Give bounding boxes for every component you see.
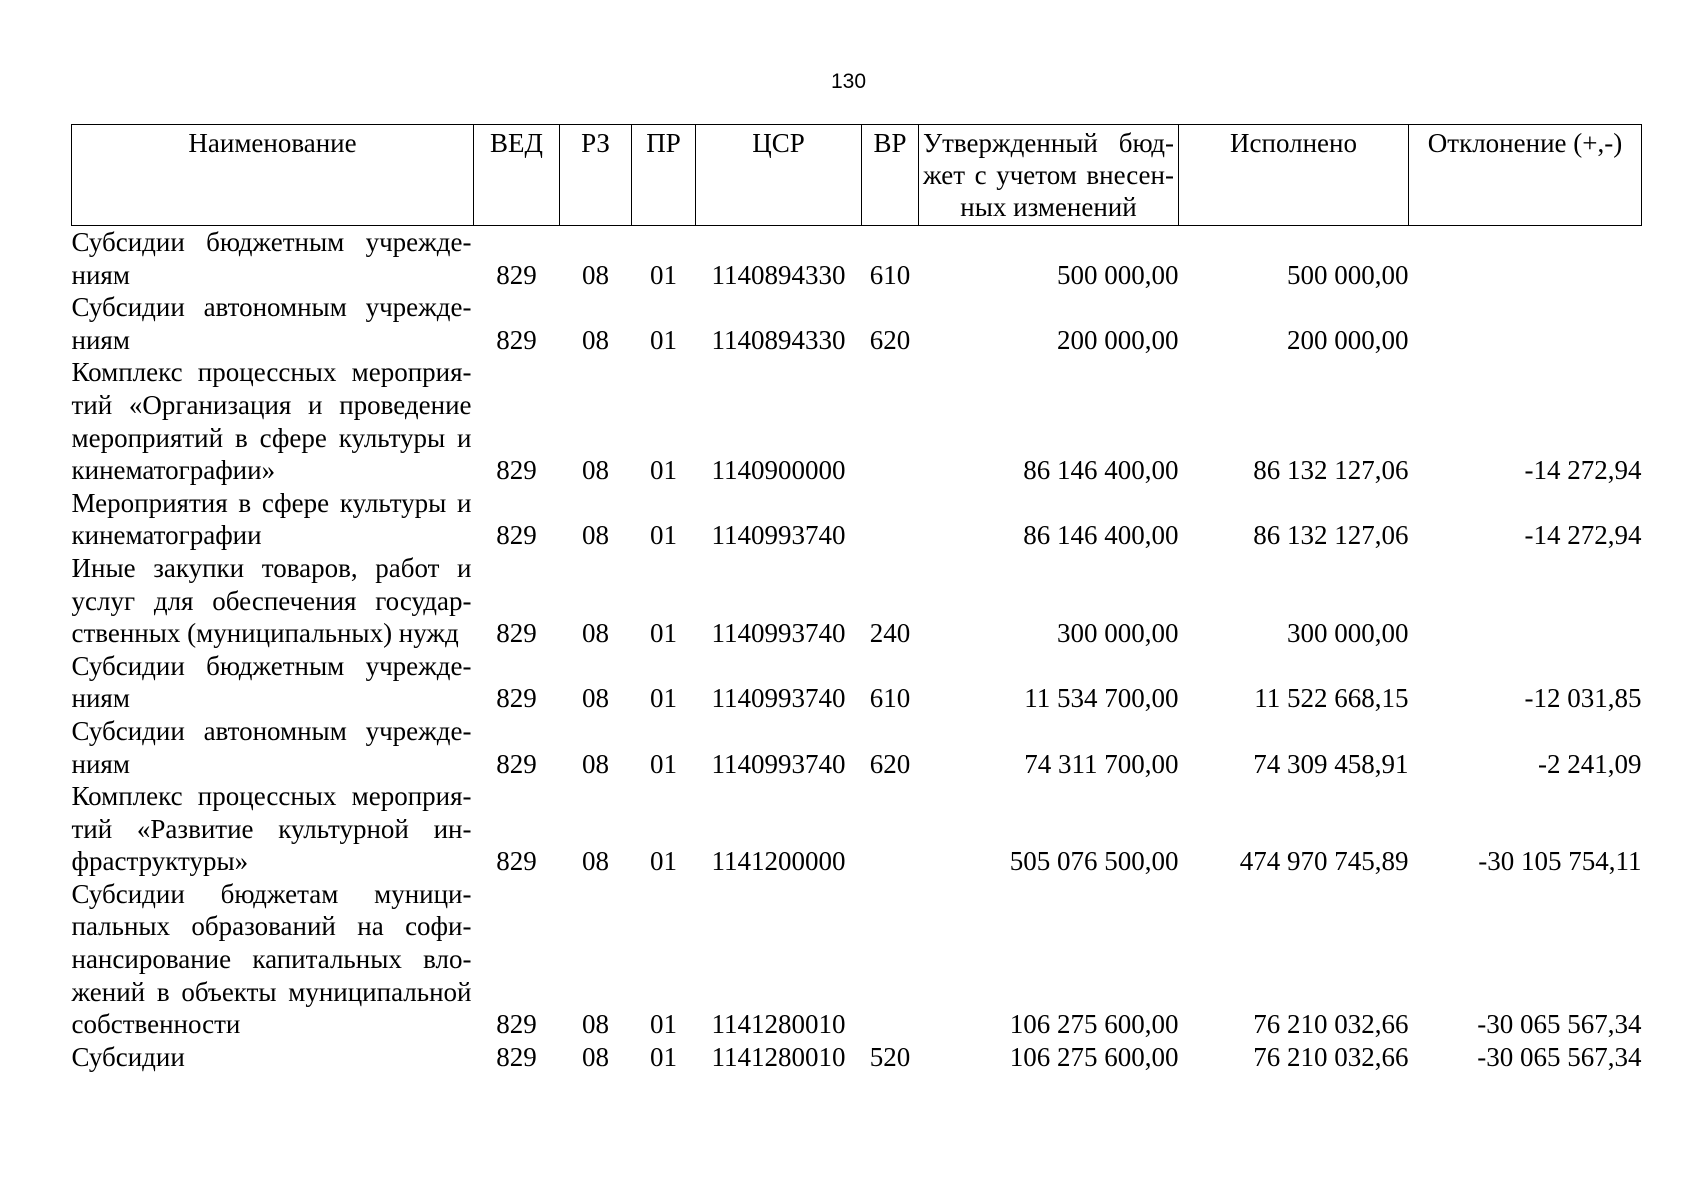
- row-deviation: -14 272,94: [1524, 520, 1642, 551]
- header-name: Наименование: [72, 125, 474, 226]
- row-approved: 74 311 700,00: [1024, 748, 1179, 779]
- row-deviation: -12 031,85: [1524, 683, 1642, 714]
- row-rz: 08: [582, 683, 609, 714]
- row-approved: 86 146 400,00: [1023, 520, 1179, 551]
- table-row: [72, 356, 1642, 486]
- row-ved: 829: [496, 520, 537, 551]
- row-rz: 08: [582, 455, 609, 486]
- row-ved: 829: [496, 618, 537, 649]
- row-deviation: -30 065 567,34: [1477, 1041, 1642, 1072]
- row-csr: 1141280010: [711, 1009, 846, 1040]
- row-pr: 01: [650, 1009, 677, 1040]
- row-name: Субсидии автономным учрежде-ниям: [71, 292, 472, 355]
- row-approved: 200 000,00: [1057, 324, 1179, 355]
- table-row: [72, 487, 1642, 552]
- row-vr: [862, 780, 919, 878]
- row-ved: 829: [496, 846, 537, 877]
- row-name: Комплекс процессных мероприя-тий «Развитие культурной ин-фраструктуры»: [71, 781, 472, 877]
- row-csr: 1141280010: [711, 1041, 846, 1072]
- header-executed: Исполнено: [1179, 125, 1409, 226]
- row-deviation: -2 241,09: [1538, 748, 1642, 779]
- row-csr: 1140993740: [711, 683, 846, 714]
- row-approved: 505 076 500,00: [1009, 846, 1179, 877]
- row-vr: [862, 878, 919, 1041]
- row-ved: 829: [496, 324, 537, 355]
- row-executed: 200 000,00: [1287, 324, 1409, 355]
- table-row: [72, 650, 1642, 715]
- row-name: Субсидии: [71, 1041, 185, 1072]
- row-csr: 1140993740: [711, 520, 846, 551]
- row-executed: 76 210 032,66: [1253, 1009, 1409, 1040]
- row-approved: 106 275 600,00: [1009, 1041, 1179, 1072]
- row-csr: 1140993740: [711, 618, 846, 649]
- row-executed: 86 132 127,06: [1253, 520, 1409, 551]
- row-name: Субсидии бюджетным учрежде-ниям: [71, 650, 472, 714]
- row-approved: 86 146 400,00: [1023, 455, 1179, 486]
- row-approved: 500 000,00: [1057, 259, 1179, 290]
- row-name: Субсидии бюджетным учрежде-ниям: [71, 227, 472, 290]
- row-rz: 08: [582, 1041, 609, 1072]
- row-pr: 01: [650, 846, 677, 877]
- header-ved: ВЕД: [474, 125, 560, 226]
- row-pr: 01: [650, 259, 677, 290]
- row-csr: 1140894330: [711, 324, 846, 355]
- row-deviation: [1409, 291, 1642, 356]
- row-name: Субсидии бюджетам муници-пальных образований на софи-нансирование капитальных вло-жений в объекты муниципальной собственности: [71, 878, 472, 1040]
- row-approved: 11 534 700,00: [1024, 683, 1179, 714]
- row-name: Иные закупки товаров, работ и услуг для обеспечения государ-ственных (муниципальных) нужд: [71, 552, 472, 649]
- row-vr: 610: [869, 683, 911, 714]
- row-ved: 829: [496, 455, 537, 486]
- row-deviation: -30 065 567,34: [1477, 1009, 1642, 1040]
- row-csr: 1140993740: [711, 748, 846, 779]
- row-vr: [862, 356, 919, 486]
- row-rz: 08: [582, 1009, 609, 1040]
- header-deviation: Отклонение (+,-): [1409, 125, 1642, 226]
- row-pr: 01: [650, 1041, 677, 1072]
- table-row: [72, 552, 1642, 650]
- row-pr: 01: [650, 618, 677, 649]
- row-executed: 86 132 127,06: [1253, 455, 1409, 486]
- row-csr: 1140900000: [711, 455, 846, 486]
- header-pr: ПР: [632, 125, 696, 226]
- row-pr: 01: [650, 455, 677, 486]
- table-row: [72, 291, 1642, 356]
- row-vr: 620: [869, 324, 911, 355]
- table-row: [72, 780, 1642, 878]
- table-row: [72, 226, 1642, 292]
- row-ved: 829: [496, 259, 537, 290]
- row-vr: 240: [869, 618, 911, 649]
- row-executed: 474 970 745,89: [1239, 846, 1409, 877]
- row-rz: 08: [582, 324, 609, 355]
- row-vr: 520: [869, 1041, 911, 1072]
- row-name: Мероприятия в сфере культуры и кинематографии: [71, 487, 472, 551]
- row-rz: 08: [582, 259, 609, 290]
- row-rz: 08: [582, 748, 609, 779]
- row-csr: 1141200000: [711, 846, 846, 877]
- row-ved: 829: [496, 1009, 537, 1040]
- header-vr: ВР: [862, 125, 919, 226]
- row-rz: 08: [582, 846, 609, 877]
- table-header-row: [72, 125, 1642, 226]
- row-deviation: -14 272,94: [1524, 455, 1642, 486]
- budget-execution-table: [71, 124, 1642, 1073]
- row-vr: 610: [869, 259, 911, 290]
- row-ved: 829: [496, 683, 537, 714]
- row-executed: 76 210 032,66: [1253, 1041, 1409, 1072]
- row-name: Субсидии автономным учрежде-ниям: [71, 715, 472, 779]
- row-deviation: [1409, 226, 1642, 292]
- table-row: [72, 878, 1642, 1041]
- header-csr: ЦСР: [696, 125, 862, 226]
- page-number: 130: [830, 70, 867, 93]
- header-rz: РЗ: [560, 125, 632, 226]
- row-name: Комплекс процессных мероприя-тий «Организация и проведение мероприятий в сфере культуры и кинематографии»: [71, 357, 472, 486]
- row-executed: 74 309 458,91: [1253, 748, 1409, 779]
- row-approved: 106 275 600,00: [1009, 1009, 1179, 1040]
- table-row: [72, 715, 1642, 780]
- row-pr: 01: [650, 748, 677, 779]
- row-pr: 01: [650, 683, 677, 714]
- row-csr: 1140894330: [711, 259, 846, 290]
- row-pr: 01: [650, 324, 677, 355]
- row-vr: 620: [869, 748, 911, 779]
- row-rz: 08: [582, 520, 609, 551]
- row-rz: 08: [582, 618, 609, 649]
- row-pr: 01: [650, 520, 677, 551]
- row-executed: 11 522 668,15: [1254, 683, 1409, 714]
- row-deviation: [1409, 552, 1642, 650]
- row-deviation: -30 105 754,11: [1478, 846, 1642, 877]
- row-executed: 500 000,00: [1287, 259, 1409, 290]
- row-ved: 829: [496, 748, 537, 779]
- table-row: [72, 1041, 1642, 1074]
- header-approved: Утвержденный бюд-жет с учетом внесен-ных изменений: [919, 125, 1179, 226]
- row-approved: 300 000,00: [1057, 618, 1179, 649]
- row-ved: 829: [496, 1041, 537, 1072]
- row-executed: 300 000,00: [1287, 618, 1409, 649]
- row-vr: [862, 487, 919, 552]
